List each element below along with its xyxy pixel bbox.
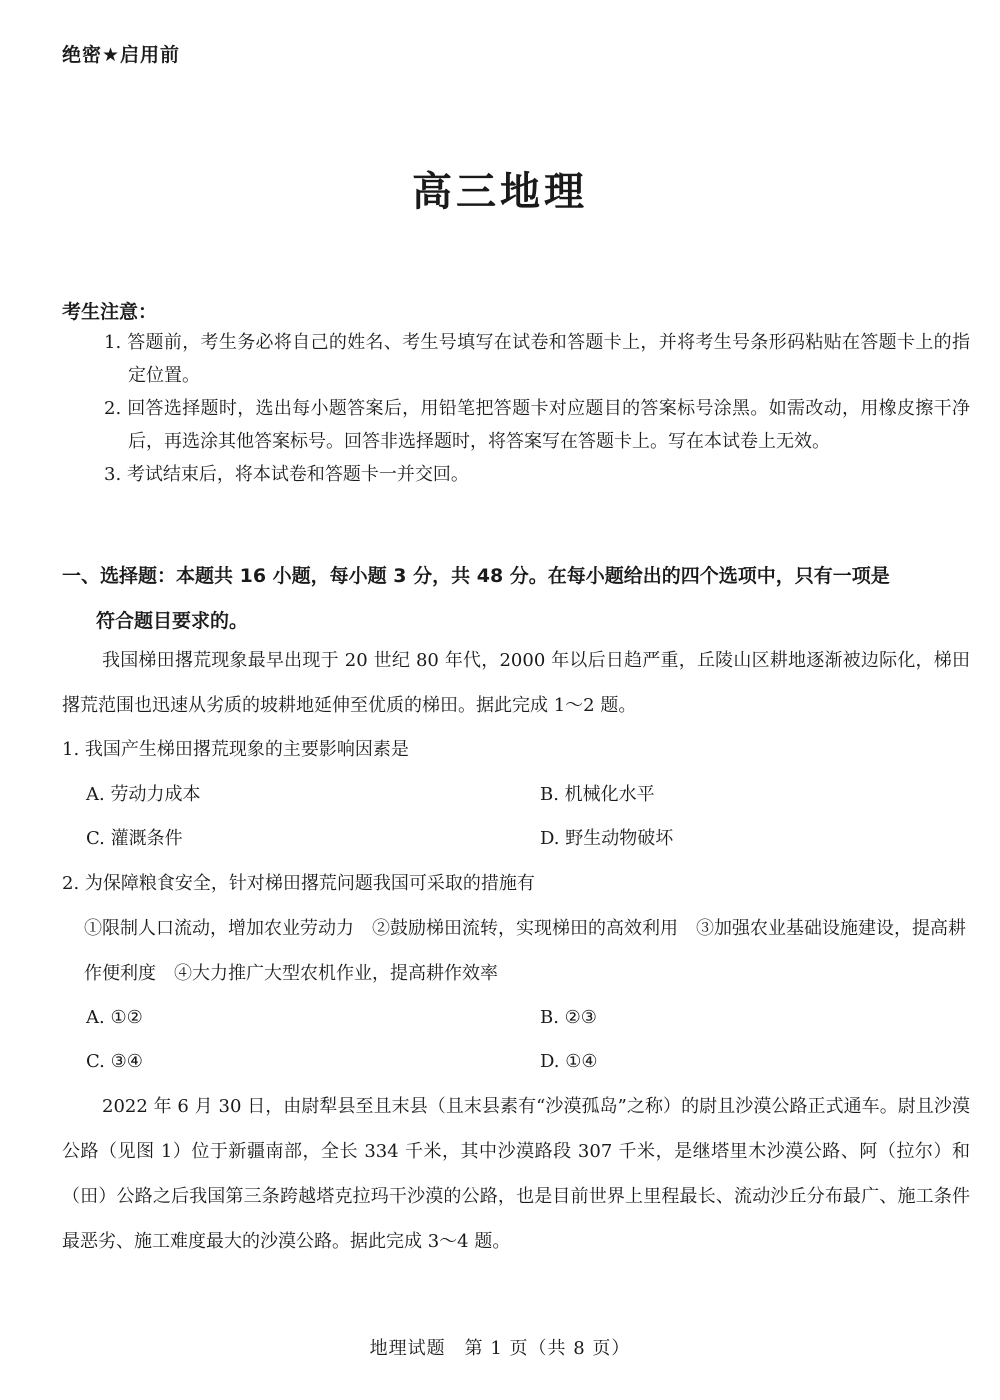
q1-option-b: B. 机械化水平 <box>540 784 655 805</box>
material-paragraph-1: 我国梯田撂荒现象最早出现于 20 世纪 80 年代，2000 年以后日趋严重，丘陵山区耕地逐渐被边际化，梯田撂荒范围也迅速从劣质的坡耕地延伸至优质的梯田。据此完成 1～2 题。 <box>62 650 970 716</box>
question-1-stem: 1. 我国产生梯田撂荒现象的主要影响因素是 <box>62 739 409 760</box>
notice-list <box>104 326 970 491</box>
question-2-options-row-2 <box>86 1039 970 1084</box>
section-heading <box>62 554 970 644</box>
q2-option-a: A. ①② <box>86 1007 143 1028</box>
notice-heading: 考生注意： <box>62 301 158 323</box>
q2-option-d: D. ①④ <box>540 1051 598 1072</box>
page-footer: 地理试题 第 1 页（共 8 页） <box>369 1338 631 1359</box>
q2-option-c: C. ③④ <box>86 1051 143 1072</box>
question-2-options-row-1 <box>86 995 970 1040</box>
question-2-statements: ①限制人口流动，增加农业劳动力 ②鼓励梯田流转，实现梯田的高效利用 ③加强农业基础设施建设，提高耕作便利度 ④大力推广大型农机作业，提高耕作效率 <box>84 918 966 984</box>
page-title: 高三地理 <box>412 169 588 215</box>
notice-item-3: 3. 考试结束后，将本试卷和答题卡一并交回。 <box>104 464 469 485</box>
question-1-options-row-2 <box>86 816 970 861</box>
question-1-options-row-1 <box>86 772 970 817</box>
section-heading-line2: 符合题目要求的。 <box>96 610 249 632</box>
confidential-label: 绝密★启用前 <box>62 44 181 66</box>
question-2-stem: 2. 为保障粮食安全，针对梯田撂荒问题我国可采取的措施有 <box>62 873 535 894</box>
notice-item-1: 1. 答题前，考生务必将自己的姓名、考生号填写在试卷和答题卡上，并将考生号条形码粘贴在答题卡上的指定位置。 <box>104 332 970 386</box>
q1-option-d: D. 野生动物破坏 <box>540 828 674 849</box>
section-heading-line1: 一、选择题：本题共 16 小题，每小题 3 分，共 48 分。在每小题给出的四个选项中，只有一项是 <box>62 565 890 587</box>
q1-option-a: A. 劳动力成本 <box>86 784 201 805</box>
q1-option-c: C. 灌溉条件 <box>86 828 183 849</box>
notice-item-2: 2. 回答选择题时，选出每小题答案后，用铅笔把答题卡对应题目的答案标号涂黑。如需改动，用橡皮擦干净后，再选涂其他答案标号。回答非选择题时，将答案写在答题卡上。写在本试卷上无效。 <box>104 398 970 452</box>
material-paragraph-2: 2022 年 6 月 30 日，由尉犁县至且末县（且末县素有“沙漠孤岛”之称）的尉且沙漠公路正式通车。尉且沙漠公路（见图 1）位于新疆南部，全长 334 千米，其中沙漠路段 307 千米，是继塔里木沙漠公路、阿（拉尔）和（田）公路之后我国第三条跨越塔克拉玛干沙漠的公路，也是目前世界上里程最长、流动沙丘分布最广、施工条件最恶劣、施工难度最大的沙漠公路。据此完成 3～4 题。 <box>62 1096 970 1252</box>
q2-option-b: B. ②③ <box>540 1007 597 1028</box>
